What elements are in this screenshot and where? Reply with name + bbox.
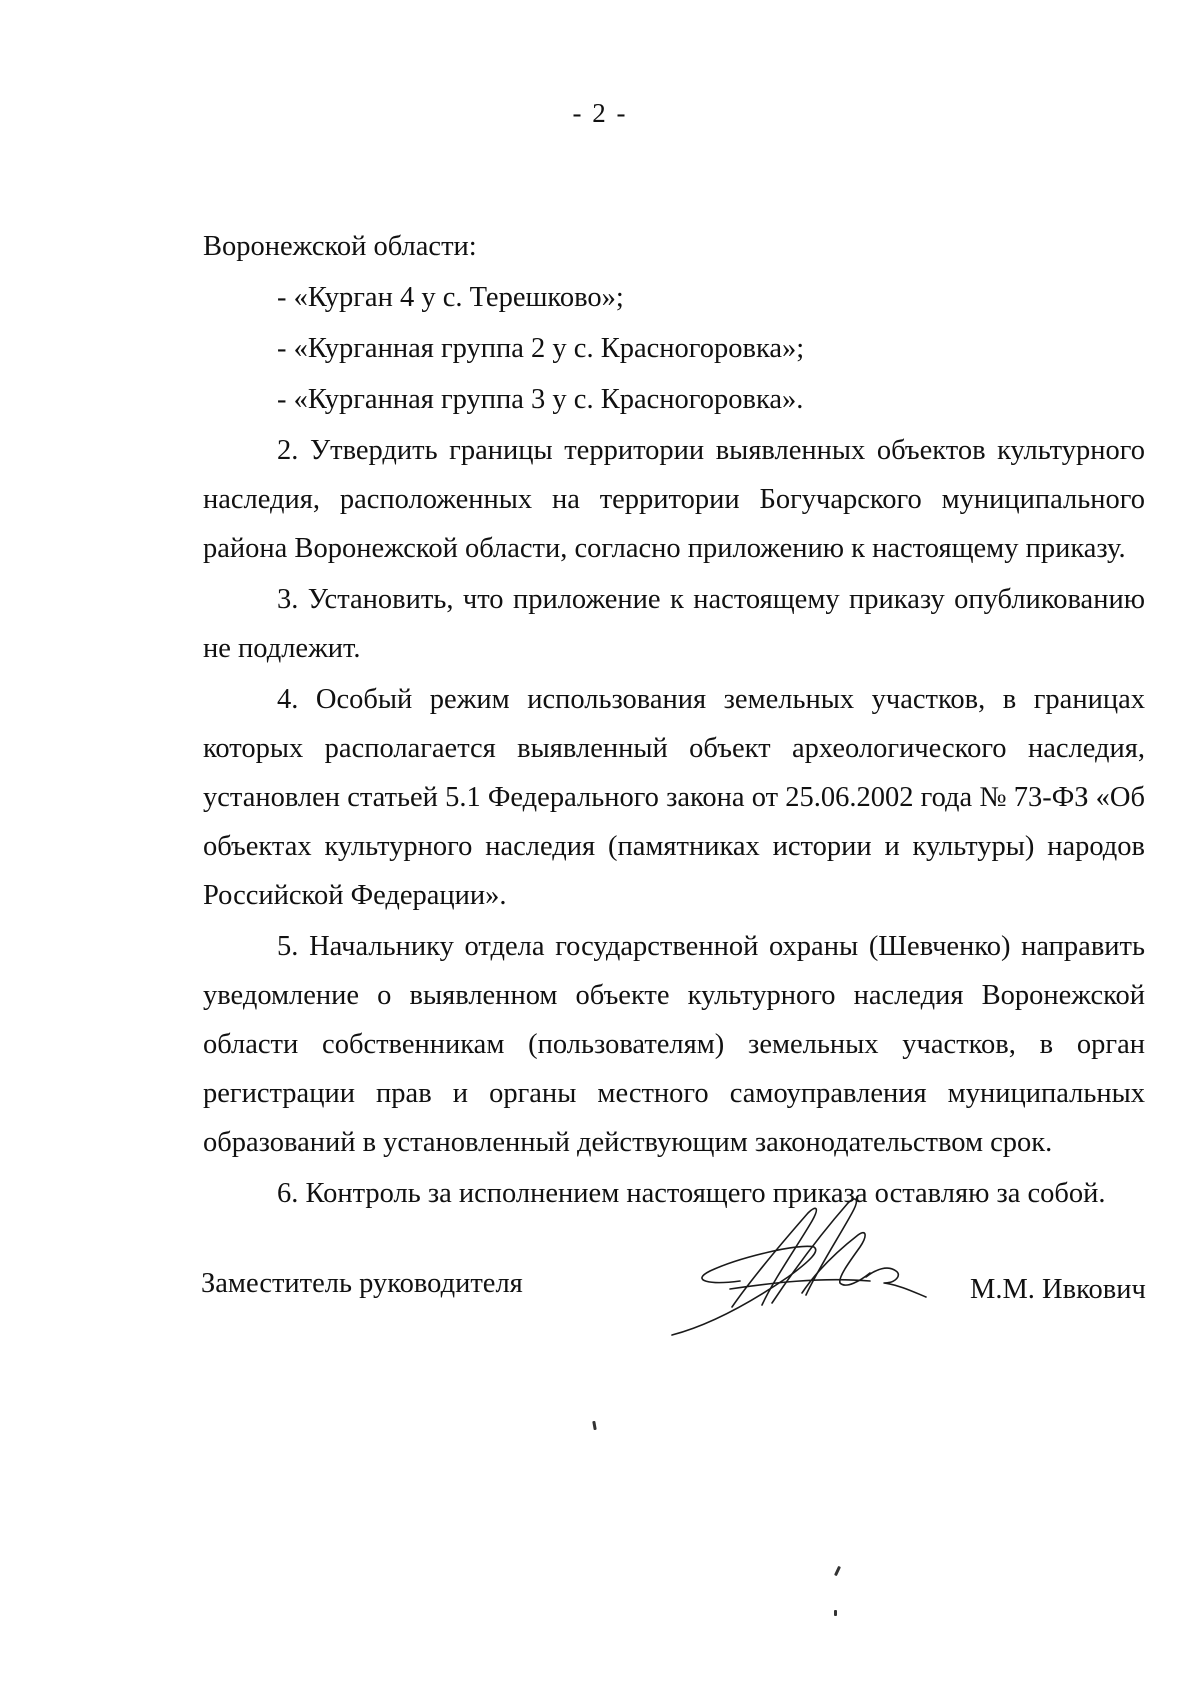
paragraph: 6. Контроль за исполнением настоящего приказа оставляю за собой. [277,1178,1106,1209]
list-item: - «Курган 4 у с. Терешково»; [277,282,624,313]
paragraph: Воронежской области: [203,231,477,262]
signer-name: М.М. Ивкович [970,1274,1146,1305]
handwritten-signature [670,1185,940,1345]
list-item: - «Курганная группа 3 у с. Красногоровка». [277,384,804,415]
list-item: - «Курганная группа 2 у с. Красногоровка»; [277,333,805,364]
paragraph: 2. Утвердить границы территории выявленных объектов культурного наследия, расположенных на территории Богучарского муниципального района Воронежской области, согласно приложению к настоящему приказу. [203,435,1145,564]
paragraph: 3. Установить, что приложение к настоящему приказу опубликованию не подлежит. [203,584,1145,664]
scan-speck [834,1610,837,1616]
paragraph: 4. Особый режим использования земельных участков, в границах которых располагается выявленный объект археологического наследия, установлен статьей 5.1 Федерального закона от 25.06.2002 года № 73-ФЗ «Об объектах культурного наследия (памятниках истории и культуры) народов Российской Федерации». [203,684,1145,911]
paragraph: 5. Начальнику отдела государственной охраны (Шевченко) направить уведомление о выявленном объекте культурного наследия Воронежской области собственникам (пользователям) земельных участков, в орган регистрации прав и органы местного самоуправления муниципальных образований в установленный действующим законодательством срок. [203,931,1145,1158]
signer-position: Заместитель руководителя [201,1268,523,1299]
page-number: - 2 - [572,98,628,128]
